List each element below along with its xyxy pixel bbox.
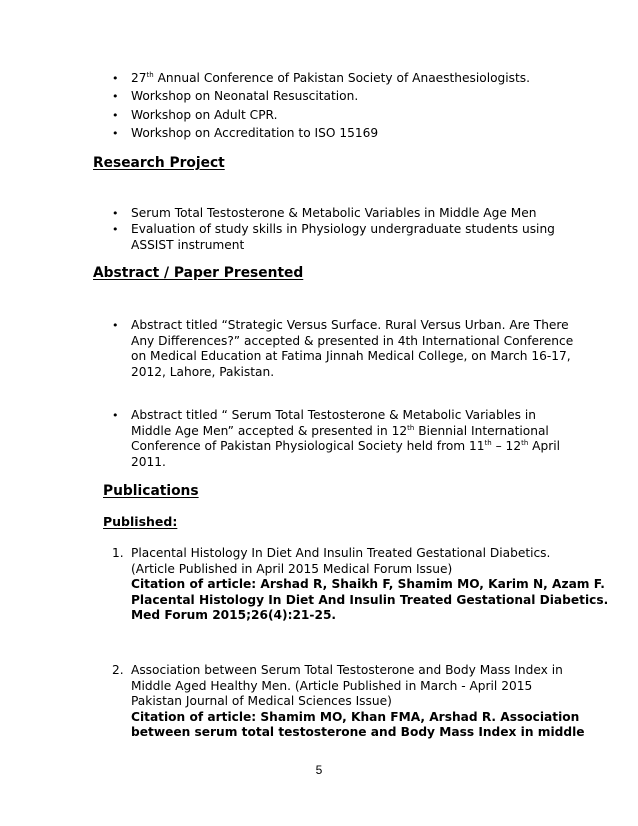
abstract-line: Any Differences?” accepted & presented in 4th International Conference: [131, 333, 574, 348]
citation-line: Citation of article: Arshad R, Shaikh F, Shamim MO, Karim N, Azam F.: [131, 577, 605, 591]
citation-line: Citation of article: Shamim MO, Khan FMA, Arshad R. Association: [131, 709, 580, 724]
publications-heading: Publications: [103, 483, 199, 499]
citation-line: Med Forum 2015;26(4):21-25.: [131, 608, 337, 622]
abstract-line: 2012, Lahore, Pakistan.: [131, 364, 275, 379]
item-number: 2.: [112, 663, 124, 677]
bullet-icon: •: [112, 126, 119, 140]
list-item-text: Serum Total Testosterone & Metabolic Variables in Middle Age Men: [131, 206, 537, 220]
bullet-icon: •: [112, 409, 119, 422]
publication-line: Middle Aged Healthy Men. (Article Published in March - April 2015: [131, 678, 533, 693]
publication-line: (Article Published in April 2015 Medical Forum Issue): [131, 561, 453, 576]
abstracts-heading: Abstract / Paper Presented: [93, 265, 304, 281]
citation-line: Placental Histology In Diet And Insulin Treated Gestational Diabetics.: [131, 592, 609, 607]
abstract-line: Abstract titled “ Serum Total Testosterone & Metabolic Variables in: [131, 408, 536, 422]
bullet-icon: •: [112, 223, 119, 236]
list-item-text: 27th Annual Conference of Pakistan Society of Anaesthesiologists.: [131, 71, 531, 85]
bullet-icon: •: [112, 90, 119, 104]
abstract-line: 2011.: [131, 454, 166, 469]
publication-line: Pakistan Journal of Medical Sciences Issue): [131, 694, 392, 708]
citation-line: between serum total testosterone and Body Mass Index in middle: [131, 725, 585, 739]
list-item-text: Workshop on Neonatal Resuscitation.: [131, 89, 359, 104]
list-item-text: Evaluation of study skills in Physiology undergraduate students using: [131, 222, 555, 236]
bullet-icon: •: [112, 207, 119, 220]
abstract-line: on Medical Education at Fatima Jinnah Medical College, on March 16-17,: [131, 349, 571, 363]
list-item-text: Workshop on Accreditation to ISO 15169: [131, 125, 379, 140]
bullet-icon: •: [112, 72, 119, 85]
publication-line: Placental Histology In Diet And Insulin Treated Gestational Diabetics.: [131, 546, 551, 560]
item-number: 1.: [112, 546, 124, 560]
research-heading: Research Project: [93, 155, 225, 171]
bullet-icon: •: [112, 108, 119, 122]
list-item-text: Workshop on Adult CPR.: [131, 107, 278, 122]
page-number: 5: [315, 763, 323, 777]
publication-line: Association between Serum Total Testosterone and Body Mass Index in: [131, 663, 563, 677]
bullet-icon: •: [112, 319, 119, 332]
list-item-text: ASSIST instrument: [131, 237, 245, 252]
abstract-line: Abstract titled “Strategic Versus Surface. Rural Versus Urban. Are There: [131, 318, 569, 332]
published-subheading: Published:: [103, 514, 178, 529]
abstract-line: Middle Age Men” accepted & presented in 12th Biennial International: [131, 423, 549, 438]
abstract-line: Conference of Pakistan Physiological Society held from 11th – 12th April: [131, 439, 560, 453]
